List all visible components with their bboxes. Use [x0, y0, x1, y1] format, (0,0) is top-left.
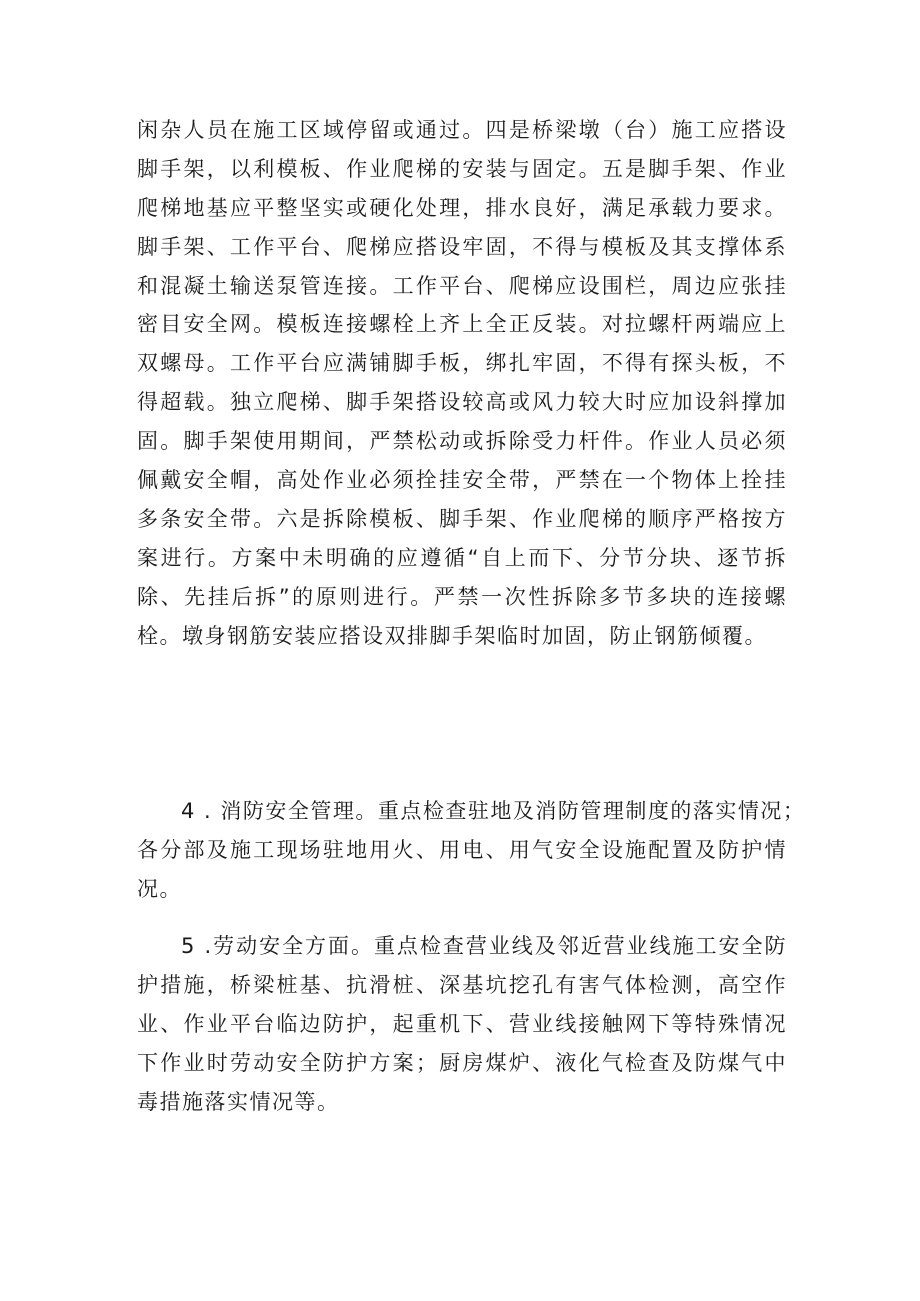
text-line: 固。脚手架使用期间，严禁松动或拆除受力杆件。作业人员必须: [137, 429, 787, 454]
text-line: 况。: [137, 876, 182, 901]
text-line: 除、先挂后拆”的原则进行。严禁一次性拆除多节多块的连接螺: [137, 584, 787, 609]
text-line: 闲杂人员在施工区域停留或通过。四是桥梁墩（台）施工应搭设: [137, 118, 787, 142]
text-line: 爬梯地基应平整坚实或硬化处理，排水良好，满足承载力要求。: [137, 195, 787, 220]
paragraph-fire-safety: [137, 792, 806, 909]
text-line: 得超载。独立爬梯、脚手架搭设较高或风力较大时应加设斜撑加: [137, 390, 787, 415]
text-line: 密目安全网。模板连接螺栓上齐上全正反装。对拉螺杆两端应上: [137, 312, 787, 337]
text-line: 栓。墩身钢筋安装应搭设双排脚手架临时加固，防止钢筋倾覆。: [137, 623, 767, 648]
text-line: 案进行。方案中未明确的应遵循“自上而下、分节分块、逐节拆: [137, 545, 787, 570]
text-line: 多条安全带。六是拆除模板、脚手架、作业爬梯的顺序严格按方: [137, 506, 787, 531]
text-line: 脚手架，以利模板、作业爬梯的安装与固定。五是脚手架、作业: [137, 156, 787, 181]
text-line: 5 .劳动安全方面。重点检查营业线及邻近营业线施工安全防: [181, 934, 787, 958]
text-line: 下作业时劳动安全防护方案；厨房煤炉、液化气检查及防煤气中: [137, 1050, 787, 1075]
paragraph-scaffold-safety: [137, 111, 787, 655]
text-line: 佩戴安全帽，高处作业必须拴挂安全带，严禁在一个物体上拴挂: [137, 468, 787, 493]
text-line: 毒措施落实情况等。: [137, 1089, 340, 1114]
text-line: 4 . 消防安全管理。重点检查驻地及消防管理制度的落实情况；: [181, 799, 806, 823]
text-line: 和混凝土输送泵管连接。工作平台、爬梯应设围栏，周边应张挂: [137, 273, 787, 298]
paragraph-labor-safety: [137, 927, 787, 1121]
text-line: 双螺母。工作平台应满铺脚手板，绑扎牢固，不得有探头板，不: [137, 351, 787, 376]
text-line: 各分部及施工现场驻地用火、用电、用气安全设施配置及防护情: [137, 837, 787, 862]
text-line: 护措施，桥梁桩基、抗滑桩、深基坑挖孔有害气体检测，高空作: [137, 972, 787, 997]
text-line: 脚手架、工作平台、爬梯应搭设牢固，不得与模板及其支撑体系: [137, 234, 787, 259]
text-line: 业、作业平台临边防护，起重机下、营业线接触网下等特殊情况: [137, 1011, 787, 1036]
